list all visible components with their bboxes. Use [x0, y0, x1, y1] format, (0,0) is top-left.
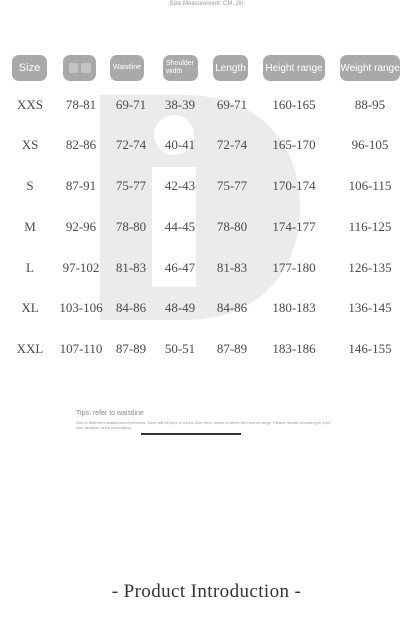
cell-shoulder: 44-45	[164, 219, 196, 234]
cell-bust: 103-106	[59, 300, 103, 315]
cell-bust: 97-102	[62, 260, 100, 275]
cell-weight: 146-155	[348, 341, 392, 356]
table-row	[0, 260, 413, 278]
cell-height: 160-165	[272, 97, 316, 112]
cell-size: L	[26, 260, 34, 275]
cell-length: 87-89	[216, 341, 248, 356]
cell-waistline: 84-86	[115, 300, 147, 315]
bust-icon	[69, 63, 91, 73]
cell-shoulder: 38-39	[164, 97, 196, 112]
measurement-caption: Size Measurement: CM, Jin	[169, 1, 244, 7]
cell-bust: 82-86	[65, 137, 97, 152]
cell-height: 165-170	[272, 137, 316, 152]
header-length: Length	[213, 55, 248, 81]
tips-body: Due to different measurement methods, there will be plus or minus 3cm error, which is within the normal range. Please decide according to your own situation when purchasing.	[76, 420, 331, 430]
cell-size: XS	[21, 137, 39, 152]
cell-waistline: 72-74	[115, 137, 147, 152]
cell-height: 177-180	[272, 260, 316, 275]
cell-bust: 107-110	[59, 341, 103, 356]
cell-length: 81-83	[216, 260, 248, 275]
product-introduction-heading: - Product Introduction -	[111, 581, 302, 602]
cell-bust: 78-81	[65, 97, 97, 112]
divider	[141, 433, 241, 435]
cell-weight: 126-135	[348, 260, 392, 275]
cell-bust: 87-91	[65, 178, 97, 193]
table-row	[0, 300, 413, 318]
cell-weight: 116-125	[348, 219, 392, 234]
cell-weight: 96-105	[351, 137, 389, 152]
table-row	[0, 97, 413, 115]
cell-weight: 136-145	[348, 300, 392, 315]
cell-shoulder: 46-47	[164, 260, 196, 275]
header-weight-range: Weight range	[340, 55, 400, 81]
cell-size: M	[24, 219, 36, 234]
cell-shoulder: 50-51	[164, 341, 196, 356]
table-row	[0, 219, 413, 237]
cell-height: 170-174	[272, 178, 316, 193]
cell-length: 84-86	[216, 300, 248, 315]
cell-length: 72-74	[216, 137, 248, 152]
cell-size: S	[26, 178, 34, 193]
table-row	[0, 341, 413, 359]
cell-height: 174-177	[272, 219, 316, 234]
cell-length: 78-80	[216, 219, 248, 234]
cell-height: 180-183	[272, 300, 316, 315]
brand-watermark	[100, 95, 300, 320]
table-row	[0, 178, 413, 196]
cell-height: 183-186	[272, 341, 316, 356]
cell-size: XL	[21, 300, 39, 315]
header-bust	[63, 55, 96, 81]
cell-shoulder: 42-43	[164, 178, 196, 193]
cell-bust: 92-96	[65, 219, 97, 234]
cell-waistline: 81-83	[115, 260, 147, 275]
cell-length: 75-77	[216, 178, 248, 193]
cell-weight: 106-115	[348, 178, 392, 193]
cell-length: 69-71	[216, 97, 248, 112]
size-chart-header	[0, 55, 413, 81]
header-waistline: Waistline	[110, 55, 144, 81]
cell-shoulder: 40-41	[164, 137, 196, 152]
cell-weight: 88-95	[354, 97, 386, 112]
table-row	[0, 137, 413, 155]
cell-size: XXS	[16, 97, 43, 112]
cell-size: XXL	[16, 341, 44, 356]
header-size: Size	[12, 55, 47, 81]
cell-waistline: 87-89	[115, 341, 147, 356]
header-height-range: Height range	[263, 55, 325, 81]
cell-waistline: 69-71	[115, 97, 147, 112]
sizing-tips	[76, 410, 346, 430]
cell-waistline: 78-80	[115, 219, 147, 234]
header-shoulder-width: Shoulder width	[163, 55, 198, 81]
cell-waistline: 75-77	[115, 178, 147, 193]
tips-title: Tips: refer to waistline	[76, 410, 144, 417]
cell-shoulder: 48-49	[164, 300, 196, 315]
